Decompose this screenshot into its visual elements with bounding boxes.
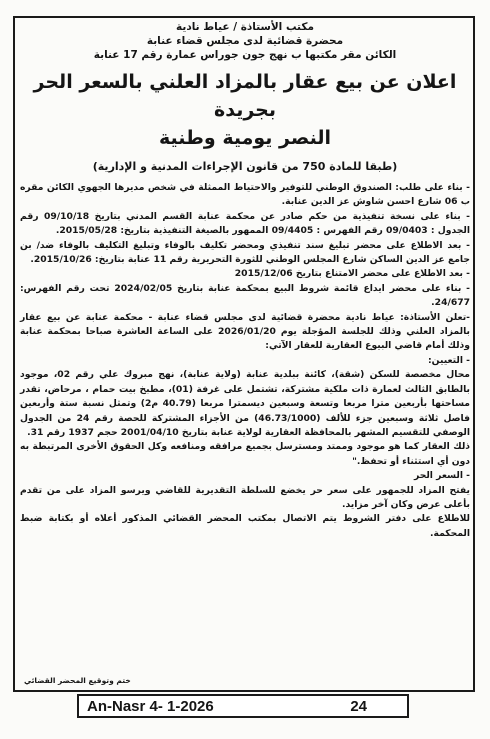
paragraph-announcement: -تعلن الأستاذة: عياط نادية محضرة قضائية لدى مجلس قضاء عنابة - محكمة عنابة عن بيع عقار بالمزاد العلني وذلك للجلسة المؤجلة يوم 2026/01/20 على الساعة العاشرة صباحا بمحكمة عنابة وذلك أمام قاضي البيوع العقارية للعقار الآتي: xyxy=(20,311,470,352)
paragraph-request: - بناء على طلب: الصندوق الوطني للتوفير والاحتياط الممثلة في شخص مديرها الجهوي الكائن مقره ب 06 شارع احسن شاوش عز الدين عنابة. xyxy=(20,182,470,208)
paragraph-extent: ذلك العقار كما هو موجود وممتد ومسترسل بجميع مرافقه ومنافعه وكل الحقوق الأخرى المرتبطة به دون أي استثناء أو تحفظ." xyxy=(20,441,470,467)
paragraph-refusal: - بعد الاطلاع على محضر الامتناع بتاريخ 2015/12/06 xyxy=(234,268,470,280)
section-designation: - التعيين: xyxy=(428,354,470,366)
legal-reference: (طبقا للمادة 750 من قانون الإجراءات المدنية و الإدارية) xyxy=(92,160,398,173)
office-title: محضرة قضائية لدى مجلس قضاء عنابة xyxy=(146,35,344,47)
office-address: الكائن مقر مكتبها ب نهج جون جوراس عمارة رقم 17 عنابة xyxy=(93,49,397,61)
publication-date: An-Nasr 4- 1-2026 xyxy=(87,697,214,715)
paragraph-notification: - بعد الاطلاع على محضر تبليغ سند تنفيذي ومحضر تكليف بالوفاء وتبليغ التكليف بالوفاء ضد/ بن جامع عز الدين الساكن شارع المجلس الوطني للثورة التحريرية رقم 11 عنابة بتاريخ: 2015/10/26. xyxy=(20,239,470,266)
notice-content xyxy=(20,20,470,541)
paragraph-contact: للاطلاع على دفتر الشروط يتم الاتصال بمكتب المحضر القضائي المذكور أعلاه أو بكتابة ضبط المحكمة. xyxy=(20,513,470,539)
headline-line-1: اعلان عن بيع عقار بالمزاد العلني بالسعر الحر بجريدة xyxy=(33,71,457,121)
notice-body xyxy=(20,181,470,541)
page-footer xyxy=(77,694,409,718)
paragraph-auction: يفتح المزاد للجمهور على سعر حر يخضع للسلطة التقديرية للقاضي ويرسو المزاد على من تقدم بأعلى عرض وكان آخر مزايد. xyxy=(20,484,470,510)
signature-label: ختم وتوقيع المحضر القضائي xyxy=(24,676,131,685)
paragraph-judgment: - بناء على نسخة تنفيذية من حكم صادر عن محكمة عنابة القسم المدني بتاريخ 09/10/18 رقم الجدول : 09/0403 رقم الفهرس : 09/4405 الممهور بالصيغة التنفيذية بتاريخ: 2015/05/28. xyxy=(20,210,470,237)
office-name: مكتب الأستاذة / عياط نادية xyxy=(176,21,314,33)
page-number: 24 xyxy=(350,697,367,715)
paragraph-conditions: - بناء على محضر ايداع قائمة شروط البيع بمحكمة عنابة بتاريخ 2024/02/05 تحت رقم الفهرس: 24/677. xyxy=(20,282,470,309)
paragraph-property: محال مخصصة للسكن (شقة)، كائنة ببلدية عنابة (ولاية عنابة)، نهج مبروك علي رقم 02، موجود بالطابق الثالث لعمارة ذات ملكية مشتركة، تشتمل على غرفة (01)، مطبخ بيت حمام ، مرحاض، تقدر مساحتها بأربعين مترا مربعا وتسعة وسبعين ديسمترا مربعا (40.79 م2) وتمثل نسبة ستة وأربعين فاصل ثلاثة وسبعين جزء للألف (46.73/1000) من الأجزاء المشتركة للحصة رقم 24 من الجدول الوصفي للتقسيم المشهر بالمحافظة العقارية لولاية عنابة بتاريخ 2001/04/10 حجم 1937 رقم 31. xyxy=(20,369,471,438)
notice-headline xyxy=(20,68,470,152)
office-header xyxy=(20,20,470,62)
section-price: - السعر الحر xyxy=(414,470,470,482)
headline-line-2: النصر يومية وطنية xyxy=(158,127,331,149)
